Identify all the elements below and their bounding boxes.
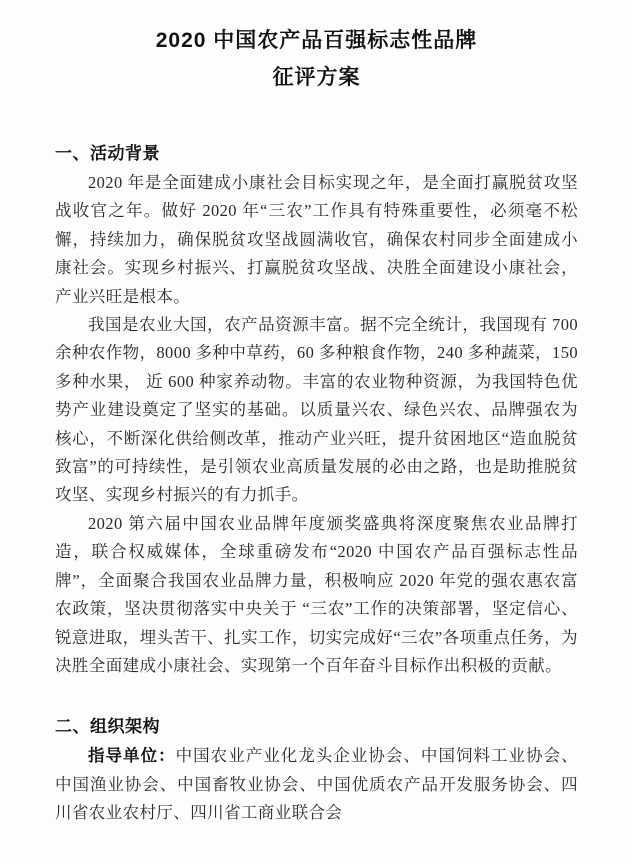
guiding-units-label: 指导单位： — [88, 747, 176, 766]
paragraph-background-2: 我国是农业大国，农产品资源丰富。据不完全统计，我国现有 700 余种农作物，8000 多种中草药，60 多种粮食作物，240 多种蔬菜，150 多种水果， 近 600 种家养动物。丰富的农业物种资源，为我国特色优势产业建设奠定了坚实的基础。以质量兴农、绿色兴农、品牌强农为核心，不断深化供给侧改革，推动产业兴旺，提升贫困地区“造血脱贫致富”的可持续性，是引领农业高质量发展的必由之路，也是助推脱贫攻坚、实现乡村振兴的有力抓手。 — [55, 315, 578, 505]
title-line-2: 征评方案 — [272, 66, 361, 89]
paragraph-background-3: 2020 第六届中国农业品牌年度颁奖盛典将深度聚焦农业品牌打造，联合权威媒体，全球重磅发布“2020 中国农产品百强标志性品牌”，全面聚合我国农业品牌力量，积极响应 2020 年党的强农惠农富农政策，坚决贯彻落实中央关于 “三农”工作的决策部署，坚定信心、锐意进取，埋头苦干、扎实工作，切实完成好“三农”各项重点任务，为决胜全面建成小康社会、实现第一个百年奋斗目标作出积极的贡献。 — [55, 513, 578, 675]
paragraph-guiding-units — [55, 742, 578, 827]
paragraph-background-1: 2020 年是全面建成小康社会目标实现之年，是全面打赢脱贫攻坚战收官之年。做好 2020 年“三农”工作具有特殊重要性，必须毫不松懈，持续加力，确保脱贫攻坚战圆满收官，确保农村同步全面建成小康社会。实现乡村振兴、打赢脱贫攻坚战、决胜全面建设小康社会，产业兴旺是根本。 — [55, 173, 578, 306]
section-heading-organization: 二、组织架构 — [55, 717, 160, 737]
document-title — [55, 22, 578, 96]
title-line-1: 2020 中国农产品百强标志性品牌 — [155, 29, 478, 52]
section-heading-activity-background: 一、活动背景 — [55, 144, 160, 163]
guiding-units-list: 中国农业产业化龙头企业协会、中国饲料工业协会、中国渔业协会、中国畜牧业协会、中国优质农产品开发服务协会、四川省农业农村厅、四川省工商业联合会 — [55, 746, 579, 823]
